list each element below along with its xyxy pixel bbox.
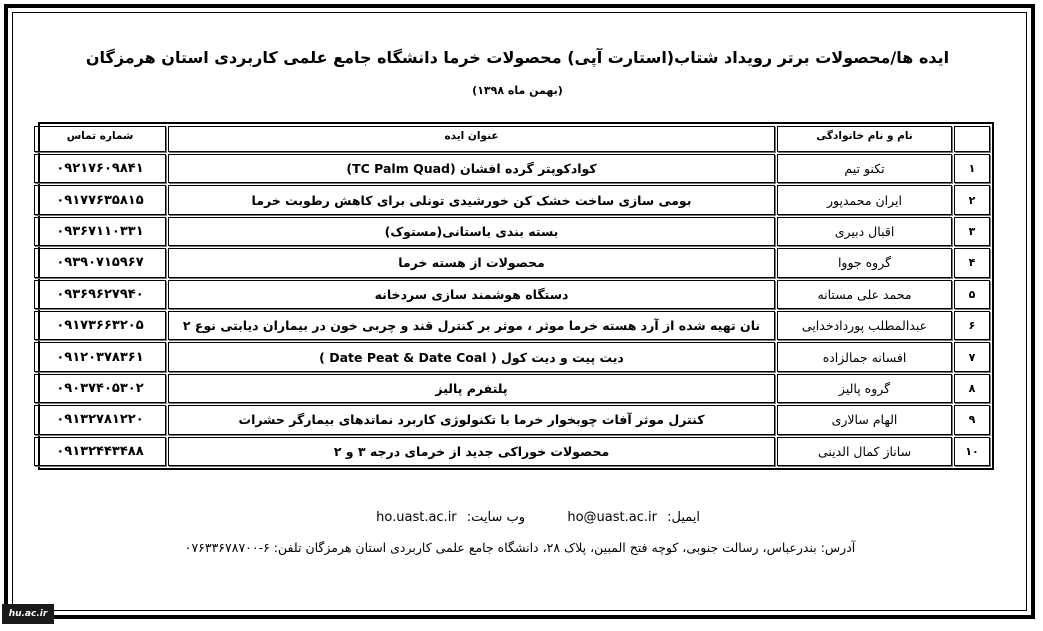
row-6-idea: نان تهیه شده از آرد هسته خرما موثر ، موثر بر کنترل قند و چربی خون در بیماران دیابتی نوع ۲ [168,311,775,340]
row-7-idea: دیت پیت و دیت کول ( Date Peat & Date Coal ) [168,342,775,371]
row-1-name: تکنو تیم [777,154,952,183]
row-8-num: ۸ [954,374,990,403]
document-subtitle: (بهمن ماه ۱۳۹۸) [472,84,563,97]
row-3-name: اقبال دبیری [777,217,952,246]
row-5-phone: ۰۹۳۶۹۶۲۷۹۴۰ [34,280,166,309]
header-name: نام و نام خانوادگی [777,126,952,152]
row-4-phone: ۰۹۳۹۰۷۱۵۹۶۷ [34,248,166,277]
contact-line [340,510,700,525]
row-9-name: الهام سالاری [777,405,952,434]
ideas-table [38,122,994,470]
row-7-name: افسانه جمالزاده [777,342,952,371]
row-4-num: ۴ [954,248,990,277]
website-label: وب سایت: [466,510,526,525]
row-5-idea: دستگاه هوشمند سازی سردخانه [168,280,775,309]
row-5-num: ۵ [954,280,990,309]
row-1-idea: کوادکوپتر گرده افشان (TC Palm Quad) [168,154,775,183]
row-9-num: ۹ [954,405,990,434]
row-10-name: ساناز کمال الدینی [777,437,952,466]
header-phone: شماره تماس [34,126,166,152]
row-1-phone: ۰۹۲۱۷۶۰۹۸۴۱ [34,154,166,183]
row-10-phone: ۰۹۱۳۲۴۴۳۴۸۸ [34,437,166,466]
row-2-phone: ۰۹۱۷۷۶۳۵۸۱۵ [34,185,166,214]
row-10-num: ۱۰ [954,437,990,466]
row-6-name: عبدالمطلب پوردادخدایی [777,311,952,340]
row-5-name: محمد علی مستانه [777,280,952,309]
row-8-name: گروه پالیز [777,374,952,403]
website-link[interactable]: ho.uast.ac.ir [376,510,457,525]
row-2-num: ۲ [954,185,990,214]
row-2-name: ایران محمدپور [777,185,952,214]
document-title: ایده ها/محصولات برتر رویداد شتاب(استارت آپی) محصولات خرما دانشگاه جامع علمی کاربردی استان هرمزگان [85,48,950,67]
watermark-badge: hu.ac.ir [2,604,54,624]
row-9-idea: کنترل موثر آفات چوبخوار خرما با تکنولوژی کاربرد نماتدهای بیمارگر حشرات [168,405,775,434]
header-num [954,126,990,152]
row-3-phone: ۰۹۳۶۷۱۱۰۳۳۱ [34,217,166,246]
header-idea: عنوان ایده [168,126,775,152]
row-2-idea: بومی سازی ساخت خشک کن خورشیدی تونلی برای کاهش رطوبت خرما [168,185,775,214]
row-6-phone: ۰۹۱۷۳۶۶۳۲۰۵ [34,311,166,340]
row-7-phone: ۰۹۱۲۰۳۷۸۳۶۱ [34,342,166,371]
row-4-idea: محصولات از هسته خرما [168,248,775,277]
email-label: ایمیل: [667,510,700,525]
row-1-num: ۱ [954,154,990,183]
email-link[interactable]: ho@uast.ac.ir [567,510,657,525]
row-8-phone: ۰۹۰۳۷۴۰۵۳۰۲ [34,374,166,403]
row-10-idea: محصولات خوراکی جدید از خرمای درجه ۳ و ۲ [168,437,775,466]
row-8-idea: پلتفرم پالیز [168,374,775,403]
row-3-num: ۳ [954,217,990,246]
row-3-idea: بسته بندی باستانی(مستوک) [168,217,775,246]
row-4-name: گروه جووا [777,248,952,277]
row-6-num: ۶ [954,311,990,340]
address-line: آدرس: بندرعباس، رسالت جنوبی، کوچه فتح المبین، پلاک ۲۸، دانشگاه جامع علمی کاربردی استان هرمزگان تلفن: ۶-۰۷۶۳۳۶۷۸۷۰۰ [184,540,856,555]
row-9-phone: ۰۹۱۳۲۷۸۱۲۲۰ [34,405,166,434]
row-7-num: ۷ [954,342,990,371]
